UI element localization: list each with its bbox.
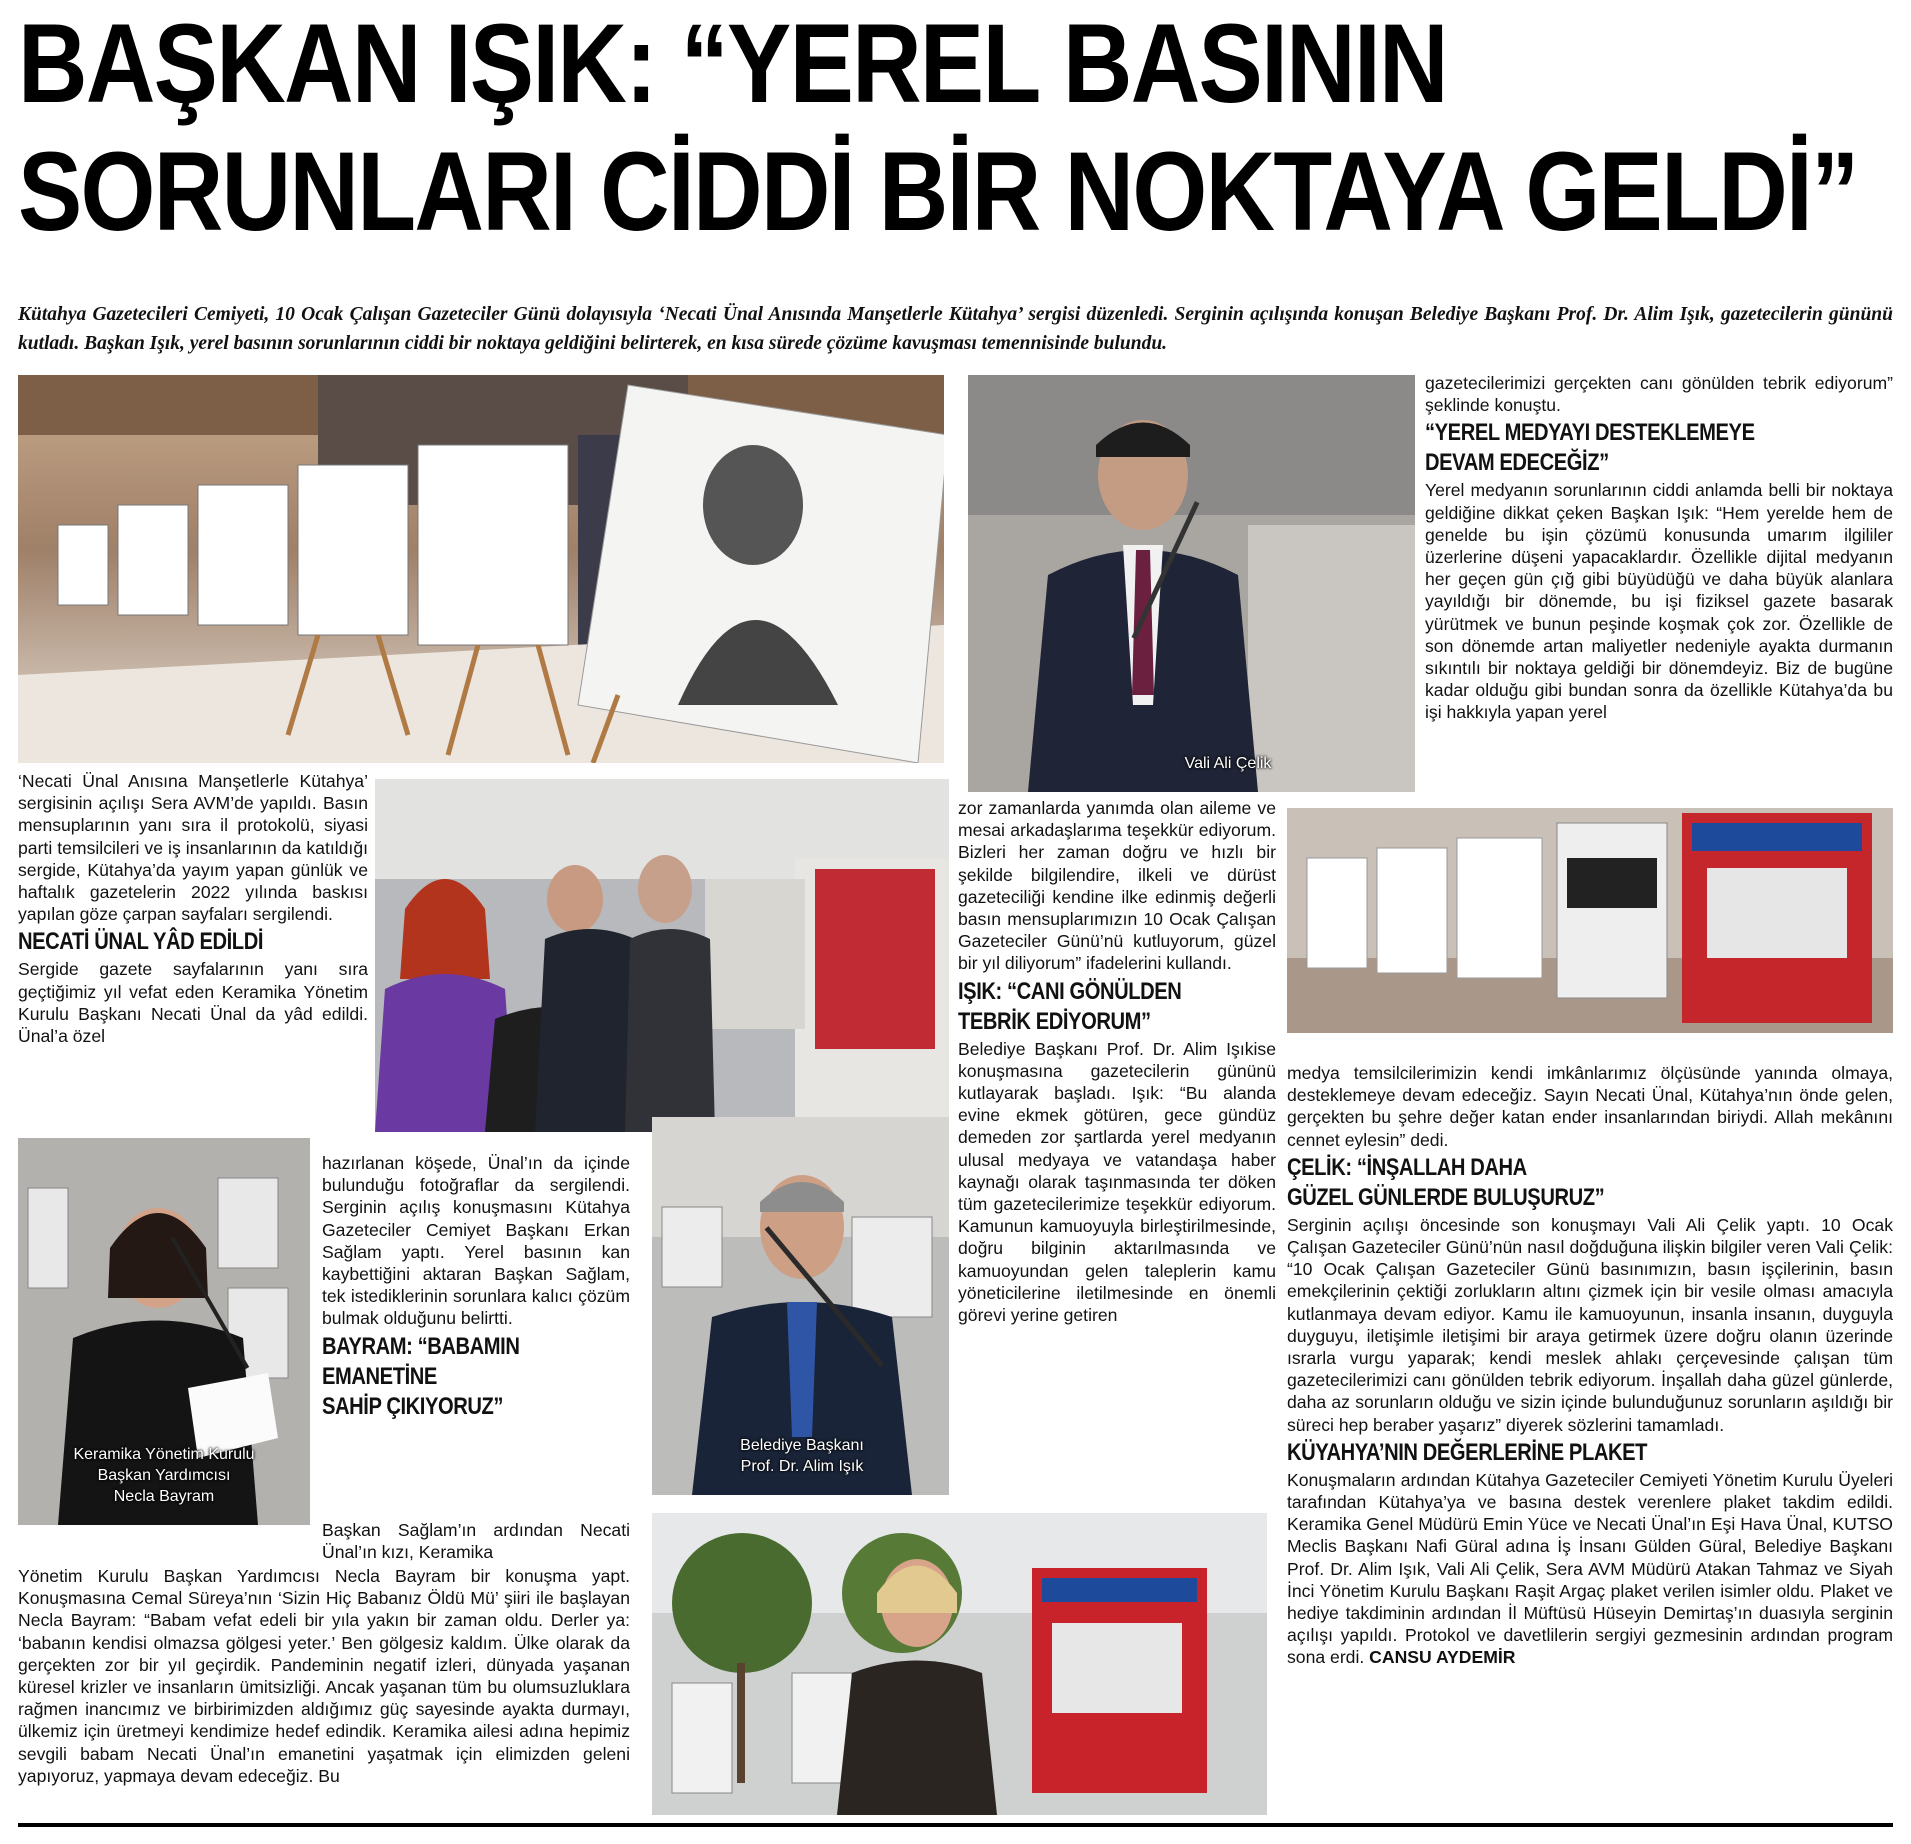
photo-woman-poster [652, 1513, 1267, 1815]
photo-caption-isik: Belediye Başkanı Prof. Dr. Alim Işık [740, 1437, 864, 1475]
column-5 [1287, 1062, 1893, 1822]
column-3 [958, 797, 1276, 1499]
headline-line-2: SORUNLARI CİDDİ BİR NOKTAYA GELDİ” [18, 129, 1858, 254]
paragraph: Konuşmaların ardından Kütahya Gazeteciler Cemiyeti Yönetim Kurulu Üyeleri tarafından Kütahya’ya ve basına destek verenlere plaket takdim edildi. Keramika Genel Müdürü Emin Yüce ve Necati Ünal’ın Eşi Hava Ünal, KUTSO Meclis Başkanı Nafi Güral adına İş İnsanı Gülden Güral, Belediye Başkanı Prof. Dr. Alim Işık, Vali Ali Çelik, Sera AVM Müdürü Atakan Tahmaz ve Siyah İnci Yönetim Kurulu Başkanı Raşit Argaç plaket verilen isimler oldu. Plaket ve hediye takdiminin ardından İl Müftüsü Hüseyin Demirtaş’ın duasıyla serginin açılışı yapıldı. Protokol ve davetlilerin sergiyi gezmesinin ardından program sona erdi. CANSU AYDEMİR [1287, 1469, 1893, 1668]
photo-visitors [375, 779, 949, 1132]
subheading: NECATİ ÜNAL YÂD EDİLDİ [18, 928, 264, 956]
photo-vali-ali-celik [968, 375, 1415, 792]
paragraph: Serginin açılışı öncesinde son konuşmayı Vali Ali Çelik yaptı. 10 Ocak Çalışan Gazeteciler Günü’nün nasıl doğduğuna ilişkin bilgiler veren Vali Çelik: “10 Ocak Çalışan Gazeteciler Günü basınımızın, basın işçilerinin, basın emekçilerinin çektiği zorlukların altını çizmek için bir vesile olması amacıyla kutlanmaya devam ediyor. Kamu ile kamuoyunun, insanla insanın, duyguyla duyguyu, iletişimle iletişimi bir araya getirmek üzere doğru olanın üzerinde ısrarla vurgu yaparak; kendi meslek ahlakı çerçevesinde çalışan tüm gazetecilerimizi canı gönülden tebrik ediyorum. İnşallah daha güzel günlerde, daha az sorunların olduğu ve sizin içinde bulunduğunuz sorunların aşıldığı bir süreci hep beraber yaşarız” diyerek sözlerini tamamladı. [1287, 1214, 1893, 1435]
paragraph: ‘Necati Ünal Anısına Manşetlerle Kütahya’ sergisinin açılışı Sera AVM’de yapıldı. Basın mensuplarının yanı sıra il protokolü, siyasi parti temsilcileri ve iş insanlarının da katıldığı sergide, Kütahya’da yayım yapan günlük ve haftalık gazetelerin 2022 yılında baskısı yapılan göze çarpan sayfaları sergilendi. [18, 771, 368, 925]
bottom-left-text [18, 1565, 630, 1820]
paragraph: Başkan Sağlam’ın ardından Necati Ünal’ın kızı, Keramika [322, 1520, 630, 1563]
subheading: ÇELİK: “İNŞALLAH DAHA GÜZEL GÜNLERDE BULUŞURUZ” [1287, 1153, 1605, 1211]
subheading: IŞIK: “CANI GÖNÜLDEN TEBRİK EDİYORUM” [958, 977, 1182, 1035]
lead-paragraph: Kütahya Gazetecileri Cemiyeti, 10 Ocak Çalışan Gazeteciler Günü dolayısıyla ‘Necati Ünal Anısında Manşetlerle Kütahya’ sergisi düzenledi. Serginin açılışında konuşan Belediye Başkanı Prof. Dr. Alim Işık, gazetecilerin gününü kutladı. Başkan Işık, yerel basının sorunlarının ciddi bir noktaya geldiğini belirterek, en kısa sürede çözüme kavuşması temennisinde bulundu. [18, 304, 1893, 354]
paragraph: Yönetim Kurulu Başkan Yardımcısı Necla Bayram bir konuşma yapt. Konuşmasına Cemal Süreya’nın ‘Sizin Hiç Babanız Öldü Mü’ şiiri ile başlayan Necla Bayram: “Babam vefat edeli bir yıla yakın bir zaman oldu. Derler ya: ‘babanın kendisi olmazsa gölgesi yeter.’ Ben gölgesiz kaldım. Ülke olarak da gerçekten zor bir yıl geçirdik. Pandeminin negatif izleri, dünyada yaşanan küresel krizler ve insanların ümitsizliği. Ancak yaşanan tüm bu olumsuzluklara rağmen inancımız ve birbirimizden aldığımız güç sayesinde ayakta durmayı, ülkemiz için üretmeyi kendimize hedef edindik. Keramika ailesi adına hepimiz sevgili babam Necati Ünal’ın emanetini yaşatmak için elimizden geleni yapıyoruz, yapmaya devam edeceğiz. Bu [18, 1566, 630, 1786]
photo-necla-bayram [18, 1138, 310, 1525]
author-byline: CANSU AYDEMİR [1369, 1647, 1516, 1668]
paragraph: Sergide gazete sayfalarının yanı sıra geçtiğimiz yıl vefat eden Keramika Yönetim Kurulu Başkanı Necati Ünal da yâd edildi. Ünal’a özel [18, 959, 368, 1047]
photo-exhibition-hall [18, 375, 944, 763]
paragraph: zor zamanlarda yanımda olan aileme ve mesai arkadaşlarıma teşekkür ediyorum. Bizleri her zaman doğru ve hızlı bir şekilde bilgilendire, ilkeli ve dürüst gazeteciliği kendine ilke edinmiş değerli basın mensuplarımızın 10 Ocak Çalışan Gazeteciler Günü’nü kutluyorum, güzel bir yıl diliyorum” ifadelerini kullandı. [958, 798, 1276, 974]
photo-posters-closeup [1287, 808, 1893, 1033]
headline-line-1: BAŞKAN IŞIK: “YEREL BASININ [18, 1, 1447, 126]
paragraph: Yerel medyanın sorunlarının ciddi anlamda belli bir noktaya geldiğine dikkat çeken Başkan Işık: “Hem yerelde hem de genelde bu işin çözümü konusunda umarım ilgililer üzerlerine düşeni yapacaklardır. Özellikle dijital medyanın her geçen gün çığ gibi büyüdüğü ve daha büyük alanlara yayıldığı bir dönemde, bu işi fiziksel gazete basarak yürütmek ve bunun peşinde koşmak çok zor. Özellikle de son dönemde artan maliyetler nedeniyle ayakta durmanın sıkıntılı bir noktaya geldiği bir dönemdeyiz. Biz de bugüne kadar olduğu gibi bundan sonra da özellikle Kütahya’da bu işi hakkıyla yapan yerel [1425, 480, 1893, 723]
photo-alim-isik [652, 1117, 949, 1495]
column-2b [322, 1519, 630, 1564]
bottom-rule [18, 1823, 1893, 1827]
subheading: KÜYAHYA’NIN DEĞERLERİNE PLAKET [1287, 1438, 1648, 1466]
photo-caption-bayram: Keramika Yönetim Kurulu Başkan Yardımcısı Necla Bayram [73, 1446, 255, 1505]
paragraph: gazetecilerimizi gerçekten canı gönülden tebrik ediyorum” şeklinde konuştu. [1425, 373, 1893, 416]
column-1 [18, 770, 368, 1132]
column-4 [1425, 372, 1893, 800]
headline [18, 0, 1858, 256]
paragraph: hazırlanan köşede, Ünal’ın da içinde bulunduğu fotoğraflar da sergilendi. Serginin açılış konuşmasını Kütahya Gazeteciler Cemiyet Başkanı Erkan Sağlam yaptı. Yerel basının kan kaybettiğini aktaran Başkan Sağlam, tek istediklerinin sorunlara kalıcı çözüm bulmak olduğunu belirtti. [322, 1153, 630, 1329]
subheading: BAYRAM: “BABAMIN EMANETİNE SAHİP ÇIKIYORUZ” [322, 1332, 520, 1420]
column-2 [322, 1152, 630, 1525]
photo-caption-vali: Vali Ali Çelik [1184, 755, 1272, 772]
subheading: “YEREL MEDYAYI DESTEKLEMEYE DEVAM EDECEĞİZ” [1425, 419, 1755, 477]
paragraph: Belediye Başkanı Prof. Dr. Alim Işıkise konuşmasına gazetecilerin gününü kutlayarak başladı. Işık: “Bu alanda evine ekmek götüren, gece gündüz demeden zor şartlarda yerel medyanın ulusal medyaya ve vatandaşa haber kaynağı olarak taşınmasında ter döken tüm gazetecilerimize teşekkür ediyorum. Kamunun kamuoyuyla birleştirilmesinde, doğru bilginin aktarılmasında ve kamuoyundan gelen taleplerin kamu yöneticilerine iletilmesinde en önemli görevi yerine getiren [958, 1038, 1276, 1326]
paragraph: medya temsilcilerimizin kendi imkânlarımız ölçüsünde yanında olmaya, desteklemeye devam edeceğiz. Sayın Necati Ünal, Kütahya’nın önde gelen, gerçekten bu şehre değer katan ender insanlarından biriydi. Allah mekânını cennet eylesin” dedi. [1287, 1063, 1893, 1150]
